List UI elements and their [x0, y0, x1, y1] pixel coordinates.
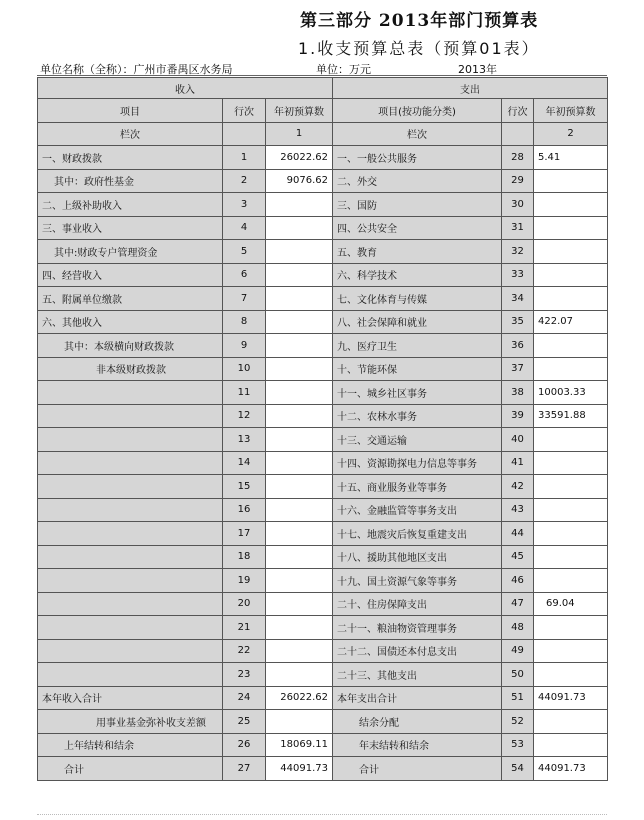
income-item: [38, 428, 223, 452]
income-item: [38, 451, 223, 475]
income-item: [38, 663, 223, 687]
expense-row-number: 47: [502, 592, 534, 616]
income-row-number: 5: [223, 240, 266, 264]
income-budget-value: [266, 193, 333, 217]
income-budget-value: [266, 381, 333, 405]
income-item: 一、财政拨款: [38, 146, 223, 170]
expense-row-number: 38: [502, 381, 534, 405]
table-row: [38, 475, 608, 499]
expense-budget-value: 44091.73: [534, 757, 608, 781]
expense-budget-value: 44091.73: [534, 686, 608, 710]
income-row-number: 26: [223, 733, 266, 757]
expense-budget-value: [534, 663, 608, 687]
expense-row-number: 30: [502, 193, 534, 217]
income-row-number: 25: [223, 710, 266, 734]
income-row-number: 8: [223, 310, 266, 334]
table-row: [38, 663, 608, 687]
expense-row-number: 44: [502, 522, 534, 546]
bottom-guide: [37, 814, 607, 815]
expense-row-number: 34: [502, 287, 534, 311]
header-divider: [37, 75, 607, 76]
col-header-item-func: 项目(按功能分类): [333, 99, 502, 123]
income-budget-value: [266, 451, 333, 475]
income-row-number: 1: [223, 146, 266, 170]
col-index-blank: [223, 122, 266, 146]
income-item: [38, 522, 223, 546]
income-budget-value: [266, 334, 333, 358]
expense-row-number: 28: [502, 146, 534, 170]
income-row-number: 27: [223, 757, 266, 781]
expense-row-number: 43: [502, 498, 534, 522]
table-row: [38, 592, 608, 616]
income-row-number: 15: [223, 475, 266, 499]
income-section-header: 收入: [38, 78, 333, 99]
income-row-number: 20: [223, 592, 266, 616]
expense-budget-value: [534, 451, 608, 475]
income-row-number: 11: [223, 381, 266, 405]
col-header-budget: 年初预算数: [266, 99, 333, 123]
income-item: 五、附属单位缴款: [38, 287, 223, 311]
expense-item: 十九、国土资源气象等事务: [333, 569, 502, 593]
income-budget-value: [266, 616, 333, 640]
income-row-number: 6: [223, 263, 266, 287]
expense-row-number: 49: [502, 639, 534, 663]
table-row: [38, 334, 608, 358]
expense-item: 十一、城乡社区事务: [333, 381, 502, 405]
table-row: [38, 451, 608, 475]
income-row-number: 23: [223, 663, 266, 687]
income-item: 上年结转和结余: [38, 733, 223, 757]
expense-row-number: 42: [502, 475, 534, 499]
income-budget-value: [266, 263, 333, 287]
expense-budget-value: 422.07: [534, 310, 608, 334]
expense-item: 十七、地震灾后恢复重建支出: [333, 522, 502, 546]
expense-row-number: 51: [502, 686, 534, 710]
income-item: [38, 639, 223, 663]
expense-row-number: 41: [502, 451, 534, 475]
expense-budget-value: [534, 522, 608, 546]
table-row: [38, 639, 608, 663]
table-row: [38, 428, 608, 452]
page-title: 第三部分 2013年部门预算表: [300, 11, 539, 31]
table-subtitle: 1.收支预算总表（预算01表）: [298, 39, 540, 58]
income-budget-value: 26022.62: [266, 146, 333, 170]
expense-item: 七、文化体育与传媒: [333, 287, 502, 311]
expense-item: 二十、住房保障支出: [333, 592, 502, 616]
income-item: 其中:财政专户管理资金: [38, 240, 223, 264]
income-row-number: 3: [223, 193, 266, 217]
table-row: [38, 381, 608, 405]
income-budget-value: 9076.62: [266, 169, 333, 193]
expense-row-number: 31: [502, 216, 534, 240]
income-budget-value: [266, 545, 333, 569]
expense-budget-value: [534, 639, 608, 663]
expense-item: 五、教育: [333, 240, 502, 264]
expense-item: 二十三、其他支出: [333, 663, 502, 687]
expense-row-number: 29: [502, 169, 534, 193]
expense-row-number: 48: [502, 616, 534, 640]
expense-row-number: 35: [502, 310, 534, 334]
table-row: [38, 240, 608, 264]
col-header-item: 项目: [38, 99, 223, 123]
income-row-number: 13: [223, 428, 266, 452]
expense-budget-value: [534, 545, 608, 569]
expense-item: 二十一、粮油物资管理事务: [333, 616, 502, 640]
expense-item: 合计: [333, 757, 502, 781]
unit-name-label: 单位名称（全称）：广州市番禺区水务局: [40, 63, 233, 76]
income-row-number: 2: [223, 169, 266, 193]
expense-budget-value: [534, 169, 608, 193]
table-row: [38, 169, 608, 193]
table-row: [38, 357, 608, 381]
income-budget-value: 44091.73: [266, 757, 333, 781]
income-budget-value: [266, 592, 333, 616]
income-budget-value: [266, 639, 333, 663]
expense-row-number: 37: [502, 357, 534, 381]
income-item: [38, 569, 223, 593]
col-index-label: 栏次: [333, 122, 502, 146]
table-row: [38, 193, 608, 217]
table-row: [38, 287, 608, 311]
expense-budget-value: 5.41: [534, 146, 608, 170]
income-row-number: 22: [223, 639, 266, 663]
expense-budget-value: 69.04: [534, 592, 608, 616]
expense-item: 四、公共安全: [333, 216, 502, 240]
income-item: [38, 545, 223, 569]
expense-row-number: 53: [502, 733, 534, 757]
col-header-row: 行次: [223, 99, 266, 123]
table-row: [38, 545, 608, 569]
expense-row-number: 50: [502, 663, 534, 687]
income-budget-value: [266, 498, 333, 522]
expense-item: 十三、交通运输: [333, 428, 502, 452]
income-row-number: 4: [223, 216, 266, 240]
income-item: [38, 592, 223, 616]
expense-budget-value: [534, 240, 608, 264]
income-item: [38, 498, 223, 522]
income-budget-value: [266, 475, 333, 499]
expense-item: 十八、援助其他地区支出: [333, 545, 502, 569]
expense-item: 一、一般公共服务: [333, 146, 502, 170]
table-row: [38, 216, 608, 240]
expense-item: 年末结转和结余: [333, 733, 502, 757]
table-row: [38, 263, 608, 287]
currency-unit-label: 单位：万元: [316, 63, 371, 76]
income-item: 其中：本级横向财政拨款: [38, 334, 223, 358]
expense-item: 十五、商业服务业等事务: [333, 475, 502, 499]
income-row-number: 16: [223, 498, 266, 522]
expense-budget-value: [534, 193, 608, 217]
expense-budget-value: [534, 287, 608, 311]
table-row: [38, 310, 608, 334]
income-item: [38, 616, 223, 640]
expense-item: 八、社会保障和就业: [333, 310, 502, 334]
col-header-budget: 年初预算数: [534, 99, 608, 123]
expense-item: 三、国防: [333, 193, 502, 217]
expense-item: 六、科学技术: [333, 263, 502, 287]
income-budget-value: 18069.11: [266, 733, 333, 757]
expense-item: 十二、农林水事务: [333, 404, 502, 428]
income-budget-value: [266, 287, 333, 311]
income-budget-value: [266, 404, 333, 428]
expense-budget-value: [534, 710, 608, 734]
income-budget-value: [266, 522, 333, 546]
income-item: 其中：政府性基金: [38, 169, 223, 193]
expense-row-number: 54: [502, 757, 534, 781]
expense-budget-value: [534, 216, 608, 240]
income-row-number: 24: [223, 686, 266, 710]
table-row: [38, 569, 608, 593]
income-item: 本年收入合计: [38, 686, 223, 710]
income-budget-value: [266, 357, 333, 381]
income-budget-value: [266, 216, 333, 240]
income-item: [38, 404, 223, 428]
income-item: 六、其他收入: [38, 310, 223, 334]
income-budget-value: [266, 310, 333, 334]
year-label: 2013年: [458, 63, 497, 76]
expense-budget-value: [534, 569, 608, 593]
col-header-row: 行次: [502, 99, 534, 123]
table-row: [38, 686, 608, 710]
expense-row-number: 45: [502, 545, 534, 569]
income-row-number: 19: [223, 569, 266, 593]
expense-budget-value: [534, 428, 608, 452]
income-item: 四、经营收入: [38, 263, 223, 287]
income-item: [38, 381, 223, 405]
income-budget-value: [266, 663, 333, 687]
income-budget-value: [266, 569, 333, 593]
col-index-blank: [502, 122, 534, 146]
expense-section-header: 支出: [333, 78, 608, 99]
income-row-number: 17: [223, 522, 266, 546]
income-item: 三、事业收入: [38, 216, 223, 240]
income-item: 合计: [38, 757, 223, 781]
expense-row-number: 33: [502, 263, 534, 287]
table-row: [38, 404, 608, 428]
expense-row-number: 36: [502, 334, 534, 358]
expense-item: 十四、资源勘探电力信息等事务: [333, 451, 502, 475]
income-row-number: 21: [223, 616, 266, 640]
income-row-number: 7: [223, 287, 266, 311]
expense-item: 十六、金融监管等事务支出: [333, 498, 502, 522]
income-item: [38, 475, 223, 499]
expense-budget-value: [534, 263, 608, 287]
col-index-value: 2: [534, 122, 608, 146]
expense-budget-value: [534, 357, 608, 381]
income-row-number: 10: [223, 357, 266, 381]
income-row-number: 14: [223, 451, 266, 475]
expense-budget-value: [534, 616, 608, 640]
income-row-number: 9: [223, 334, 266, 358]
expense-row-number: 52: [502, 710, 534, 734]
income-item: 非本级财政拨款: [38, 357, 223, 381]
expense-budget-value: [534, 334, 608, 358]
expense-item: 十、节能环保: [333, 357, 502, 381]
income-budget-value: [266, 428, 333, 452]
expense-item: 二十二、国债还本付息支出: [333, 639, 502, 663]
expense-item: 结余分配: [333, 710, 502, 734]
expense-row-number: 32: [502, 240, 534, 264]
expense-budget-value: [534, 733, 608, 757]
income-budget-value: [266, 240, 333, 264]
income-item: 用事业基金弥补收支差额: [38, 710, 223, 734]
expense-item: 九、医疗卫生: [333, 334, 502, 358]
income-row-number: 12: [223, 404, 266, 428]
expense-budget-value: [534, 498, 608, 522]
expense-budget-value: 10003.33: [534, 381, 608, 405]
table-row: [38, 757, 608, 781]
table-row: [38, 498, 608, 522]
table-row: [38, 146, 608, 170]
income-budget-value: [266, 710, 333, 734]
expense-item: 二、外交: [333, 169, 502, 193]
table-row: [38, 710, 608, 734]
col-index-label: 栏次: [38, 122, 223, 146]
table-row: [38, 522, 608, 546]
expense-row-number: 40: [502, 428, 534, 452]
expense-budget-value: 33591.88: [534, 404, 608, 428]
expense-row-number: 39: [502, 404, 534, 428]
income-budget-value: 26022.62: [266, 686, 333, 710]
budget-summary-table: [37, 77, 608, 781]
table-row: [38, 616, 608, 640]
income-item: 二、上级补助收入: [38, 193, 223, 217]
expense-item: 本年支出合计: [333, 686, 502, 710]
income-row-number: 18: [223, 545, 266, 569]
table-row: [38, 733, 608, 757]
expense-budget-value: [534, 475, 608, 499]
expense-row-number: 46: [502, 569, 534, 593]
col-index-value: 1: [266, 122, 333, 146]
